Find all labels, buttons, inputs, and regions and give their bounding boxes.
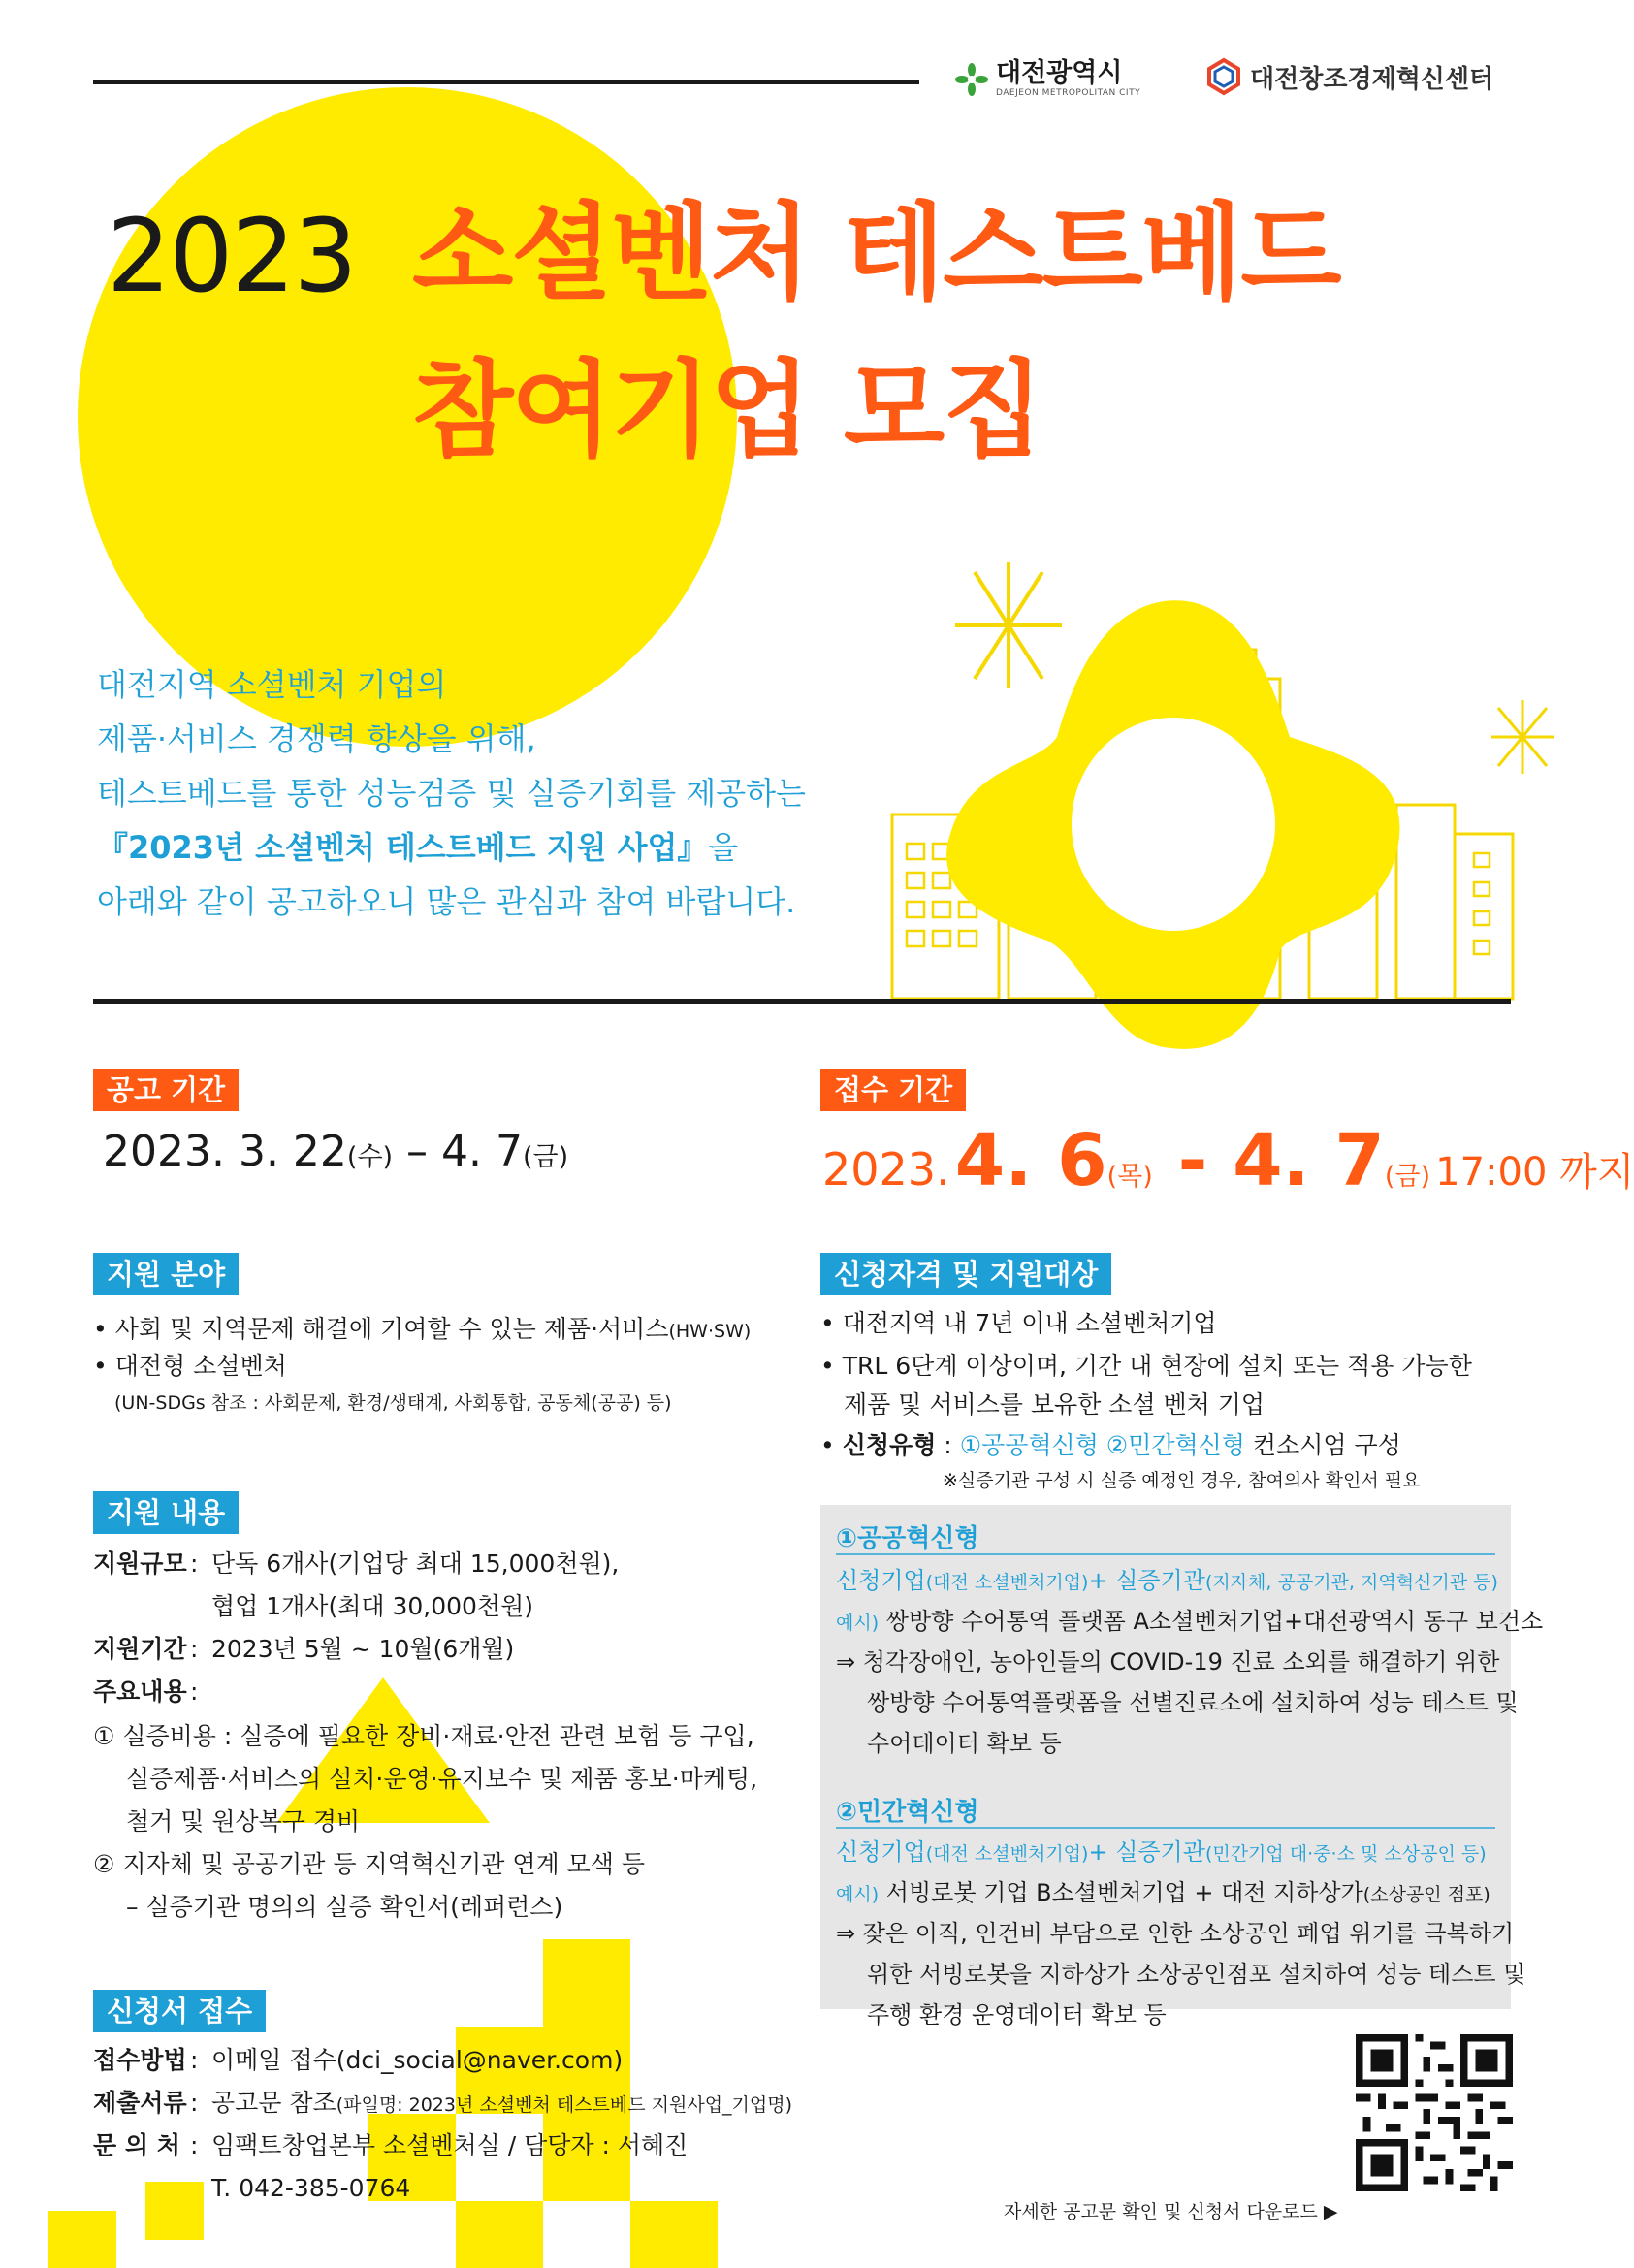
reception-start: 4. 6 bbox=[954, 1119, 1107, 1202]
intro-paragraph bbox=[97, 657, 806, 929]
private-type-example: 예시) 서빙로봇 기업 B소셜벤처기업 + 대전 지하상가(소상공인 점포) bbox=[836, 1879, 1490, 1906]
contact-value: 임팩트창업본부 소셜벤처실 / 담당자 : 서혜진 bbox=[211, 2131, 689, 2159]
scale-value: 협업 1개사(최대 30,000천원) bbox=[211, 1592, 533, 1620]
support-field-label: 지원 분야 bbox=[93, 1253, 239, 1295]
notice-period-date bbox=[103, 1127, 569, 1176]
sparkle-icon bbox=[955, 562, 1062, 688]
notice-sep: – bbox=[393, 1127, 442, 1176]
dcei-logo bbox=[1205, 58, 1493, 95]
daejeon-city-logo bbox=[955, 60, 1140, 98]
qr-caption: 자세한 공고문 확인 및 신청서 다운로드 ▶ bbox=[1004, 2201, 1338, 2222]
private-type-title: ②민간혁신형 bbox=[836, 1798, 979, 1827]
docs-colon: : bbox=[190, 2089, 199, 2117]
public-type-desc: 수어데이터 확보 등 bbox=[867, 1730, 1062, 1757]
public-type-desc: ⇒ 청각장애인, 농아인들의 COVID-19 진료 소외를 해결하기 위한 bbox=[836, 1648, 1500, 1676]
method-value: 이메일 접수(dci_social@naver.com) bbox=[211, 2046, 624, 2074]
private-type-underline bbox=[836, 1827, 1495, 1829]
period-value: 2023년 5월 ~ 10월(6개월) bbox=[211, 1635, 515, 1663]
reception-end-dow: (금) bbox=[1384, 1162, 1431, 1192]
scale-key: 지원규모 bbox=[93, 1549, 187, 1578]
program-name: 『2023년 소셜벤처 테스트베드 지원 사업』 bbox=[97, 829, 709, 866]
intro-line bbox=[97, 820, 806, 875]
support-content-label: 지원 내용 bbox=[93, 1491, 239, 1534]
reception-period-label: 접수 기간 bbox=[820, 1069, 966, 1111]
apply-type: • 신청유형 : ①공공혁신형 ②민간혁신형 컨소시엄 구성 bbox=[820, 1433, 1401, 1457]
qr-code[interactable] bbox=[1356, 2034, 1513, 2191]
eligibility-bullet: • 대전지역 내 7년 이내 소셜벤처기업 bbox=[820, 1311, 1217, 1335]
main-content-key: 주요내용 bbox=[93, 1677, 187, 1706]
notice-end: 4. 7 bbox=[441, 1127, 524, 1176]
public-type-example: 예시) 쌍방향 수어통역 플랫폼 A소셜벤처기업+대전광역시 동구 보건소 bbox=[836, 1608, 1544, 1635]
intro-line: 테스트베드를 통한 성능검증 및 실증기회를 제공하는 bbox=[97, 775, 806, 812]
content-item: 실증제품·서비스의 설치·운영·유지보수 및 제품 홍보·마케팅, bbox=[126, 1765, 758, 1793]
reception-period-date bbox=[822, 1119, 1634, 1202]
eligibility-label: 신청자격 및 지원대상 bbox=[820, 1253, 1111, 1295]
field-bullet: • 대전형 소셜벤처 bbox=[93, 1354, 287, 1378]
public-type-underline bbox=[836, 1553, 1495, 1555]
dcei-logo-name: 대전창조경제혁신센터 bbox=[1250, 64, 1494, 94]
eligibility-bullet: • TRL 6단계 이상이며, 기간 내 현장에 설치 또는 적용 가능한 bbox=[820, 1354, 1472, 1378]
intro-line-rest: 을 bbox=[708, 829, 739, 866]
notice-end-dow: (금) bbox=[523, 1142, 569, 1172]
docs-key: 제출서류 bbox=[93, 2089, 187, 2117]
reception-until: 17:00 까지 bbox=[1435, 1150, 1634, 1195]
reception-sep: - bbox=[1152, 1119, 1234, 1202]
section-rule bbox=[93, 999, 1511, 1004]
private-type-formula: 신청기업(대전 소셜벤처기업)+ 실증기관(민간기업 대·중·소 및 소상공인 등) bbox=[836, 1838, 1487, 1866]
intro-line: 대전지역 소셜벤처 기업의 bbox=[97, 666, 447, 703]
content-item: – 실증기관 명의의 실증 확인서(레퍼런스) bbox=[126, 1893, 563, 1921]
notice-start-dow: (수) bbox=[346, 1142, 394, 1172]
header-rule bbox=[93, 80, 919, 84]
contact-colon: : bbox=[190, 2131, 199, 2159]
content-item: ② 지자체 및 공공기관 등 지역혁신기관 연계 모색 등 bbox=[93, 1850, 645, 1878]
reception-year: 2023. bbox=[822, 1143, 950, 1196]
title-main: 소셜벤처 테스트베드 bbox=[412, 193, 1340, 314]
daejeon-emblem-icon bbox=[955, 63, 988, 96]
period-colon: : bbox=[190, 1635, 199, 1663]
scale-value: 단독 6개사(기업당 최대 15,000천원), bbox=[211, 1549, 620, 1578]
docs-value: 공고문 참조(파일명: 2023년 소셜벤처 테스트베드 지원사업_기업명) bbox=[211, 2089, 793, 2117]
period-key: 지원기간 bbox=[93, 1635, 187, 1663]
reception-end: 4. 7 bbox=[1233, 1119, 1385, 1202]
method-key: 접수방법 bbox=[93, 2046, 187, 2074]
title-year: 2023 bbox=[107, 197, 356, 315]
scale-colon: : bbox=[190, 1549, 199, 1578]
daejeon-logo-en: DAEJEON METROPOLITAN CITY bbox=[996, 88, 1141, 98]
title-sub: 참여기업 모집 bbox=[412, 350, 1042, 471]
intro-line: 제품·서비스 경쟁력 향상을 위해, bbox=[97, 720, 536, 757]
reception-start-dow: (목) bbox=[1106, 1162, 1153, 1192]
private-type-desc: ⇒ 잦은 이직, 인건비 부담으로 인한 소상공인 폐업 위기를 극복하기 bbox=[836, 1920, 1515, 1947]
intro-line: 아래와 같이 공고하오니 많은 관심과 참여 바랍니다. bbox=[97, 883, 796, 920]
public-type-title: ①공공혁신형 bbox=[836, 1524, 979, 1553]
content-item: 철거 및 원상복구 경비 bbox=[126, 1807, 361, 1836]
method-colon: : bbox=[190, 2046, 199, 2074]
play-arrow-icon: ▶ bbox=[1323, 2201, 1338, 2222]
yellow-triangle bbox=[276, 1677, 490, 1823]
field-bullet: • 사회 및 지역문제 해결에 기여할 수 있는 제품·서비스(HW·SW) bbox=[93, 1317, 751, 1341]
public-type-formula: 신청기업(대전 소셜벤처기업)+ 실증기관(지자체, 공공기관, 지역혁신기관 등) bbox=[836, 1567, 1498, 1594]
public-type-desc: 쌍방향 수어통역플랫폼을 선별진료소에 설치하여 성능 테스트 및 bbox=[867, 1689, 1519, 1716]
sparkle-small-icon bbox=[1491, 700, 1554, 774]
private-type-desc: 위한 서빙로봇을 지하상가 소상공인점포 설치하여 성능 테스트 및 bbox=[867, 1961, 1526, 1988]
daejeon-logo-name: 대전광역시 bbox=[996, 58, 1123, 88]
private-type-desc: 주행 환경 운영데이터 확보 등 bbox=[867, 2001, 1167, 2028]
dcei-emblem-icon bbox=[1205, 58, 1242, 95]
notice-start: 2023. 3. 22 bbox=[103, 1127, 347, 1176]
eligibility-bullet-cont: 제품 및 서비스를 보유한 소셜 벤처 기업 bbox=[844, 1390, 1266, 1419]
field-note: (UN-SDGs 참조 : 사회문제, 환경/생태계, 사회통합, 공동체(공공) 등) bbox=[114, 1392, 672, 1414]
application-label: 신청서 접수 bbox=[93, 1990, 266, 2032]
notice-period-label: 공고 기간 bbox=[93, 1069, 239, 1111]
apply-type-note: ※실증기관 구성 시 실증 예정인 경우, 참여의사 확인서 필요 bbox=[943, 1470, 1421, 1491]
contact-key: 문 의 처 bbox=[93, 2131, 180, 2159]
content-item: ① 실증비용 : 실증에 필요한 장비·재료·안전 관련 보험 등 구입, bbox=[93, 1722, 754, 1750]
contact-phone: T. 042-385-0764 bbox=[211, 2174, 411, 2202]
blob-hole bbox=[1072, 718, 1275, 931]
main-content-colon: : bbox=[190, 1677, 199, 1706]
